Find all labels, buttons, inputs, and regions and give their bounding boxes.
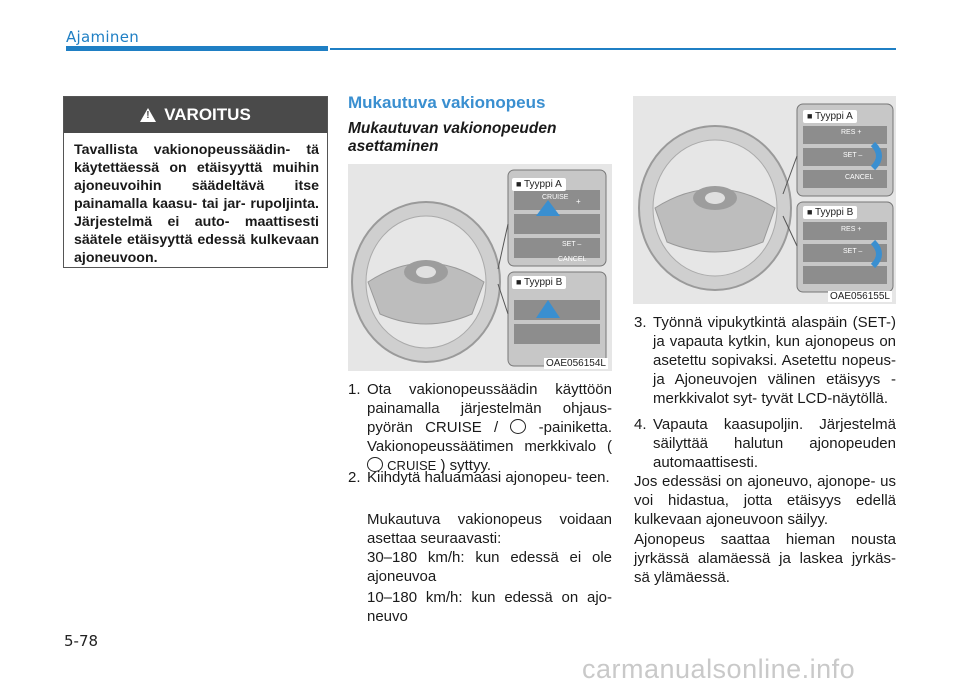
figure2-code: OAE056155L (829, 291, 890, 302)
figure-steering-wheel-1 (348, 164, 612, 371)
figure1-type-b-label: ■ Tyyppi B (512, 276, 566, 289)
step-1-text-d: ) syttyy. (440, 457, 492, 474)
figure2-set-b: SET – (843, 248, 863, 255)
figure2-cancel-a: CANCEL (845, 174, 874, 181)
cruise-indicator-label: CRUISE (387, 458, 437, 473)
cruise-steering-icon (510, 419, 526, 434)
figure2-type-a-label: ■ Tyyppi A (803, 110, 857, 123)
warning-icon (140, 108, 156, 122)
paragraph-1: Jos edessäsi on ajoneuvo, ajonope- us voi hidastua, jotta etäisyys edellä kulkevaan ajoneuvoon säilyy. (634, 473, 896, 528)
watermark: carmanualsonline.info (582, 654, 856, 684)
figure1-type-a-label: ■ Tyyppi A (512, 178, 566, 191)
step-2-note-3: 10–180 km/h: kun edessä on ajo- neuvo (367, 589, 612, 625)
step-2-number: 2. (348, 469, 361, 486)
warning-title: VAROITUS (164, 105, 251, 124)
steering-wheel-illustration-2 (633, 96, 896, 304)
figure2-type-b-label: ■ Tyyppi B (803, 206, 857, 219)
figure1-set-label: SET – (562, 241, 582, 248)
step-2-note-2: 30–180 km/h: kun edessä ei ole ajoneuvoa (367, 549, 612, 585)
warning-box (63, 96, 328, 268)
page-number: 5-78 (64, 632, 99, 650)
step-4-number: 4. (634, 416, 647, 433)
figure1-cruise-btn: CRUISE (542, 194, 569, 201)
figure1-plus-label: + (576, 197, 581, 206)
figure1-cancel-label: CANCEL (558, 256, 587, 263)
header-rule-thick (66, 46, 328, 51)
step-3-number: 3. (634, 314, 647, 331)
section-subheading: Mukautuvan vakionopeuden asettaminen (348, 120, 557, 155)
steering-wheel-illustration (348, 164, 612, 371)
figure1-code: OAE056154L (545, 358, 606, 369)
section-title: Ajaminen (66, 28, 140, 46)
paragraph-2: Ajonopeus saattaa hieman nousta jyrkässä alamäessä ja laskea jyrkäs- sä ylämäessä. (634, 531, 896, 586)
figure2-set-a: SET – (843, 152, 863, 159)
header-rule-thin (330, 48, 896, 50)
step-1-text (367, 380, 612, 475)
figure2-res-b: RES + (841, 226, 862, 233)
warning-text: Tavallista vakionopeussäädin- tä käytettäessä on etäisyyttä muihin ajoneuvoihin säädeltävä itse painamalla kaasu- tai jar- rupoljinta. Järjestelmä ei auto- maattisesti säätele etäisyyttä edessä kulkevaan ajoneuvoon. (74, 142, 319, 266)
step-3-text: Työnnä vipukytkintä alaspäin (SET-) ja vapauta kytkin, kun ajonopeus on asetettu sopivaksi. Asetettu nopeus- ja Ajoneuvojen välinen etäisyys -merkkivalot syt- tyvät LCD-näytöllä. (653, 314, 896, 407)
step-2-note-1: Mukautuva vakionopeus voidaan asettaa seuraavasti: (367, 511, 612, 547)
figure-steering-wheel-2 (633, 96, 896, 304)
warning-header (64, 97, 327, 133)
step-1-text-a: Ota vakionopeussäädin käyttöön painamalla järjestelmän ohjaus- pyörän CRUISE / (367, 381, 612, 436)
step-4-text: Vapauta kaasupoljin. Järjestelmä säilyttää halutun ajonopeuden automaattisesti. (653, 416, 896, 471)
step-1-text-b: -painiketta. Vakionopeussäätimen merkkivalo ( (367, 419, 613, 455)
section-heading: Mukautuva vakionopeus (348, 93, 546, 112)
step-2-text: Kiihdytä haluamaasi ajonopeu- teen. (367, 469, 610, 486)
figure2-res-a: RES + (841, 129, 862, 136)
step-1-number: 1. (348, 381, 361, 398)
